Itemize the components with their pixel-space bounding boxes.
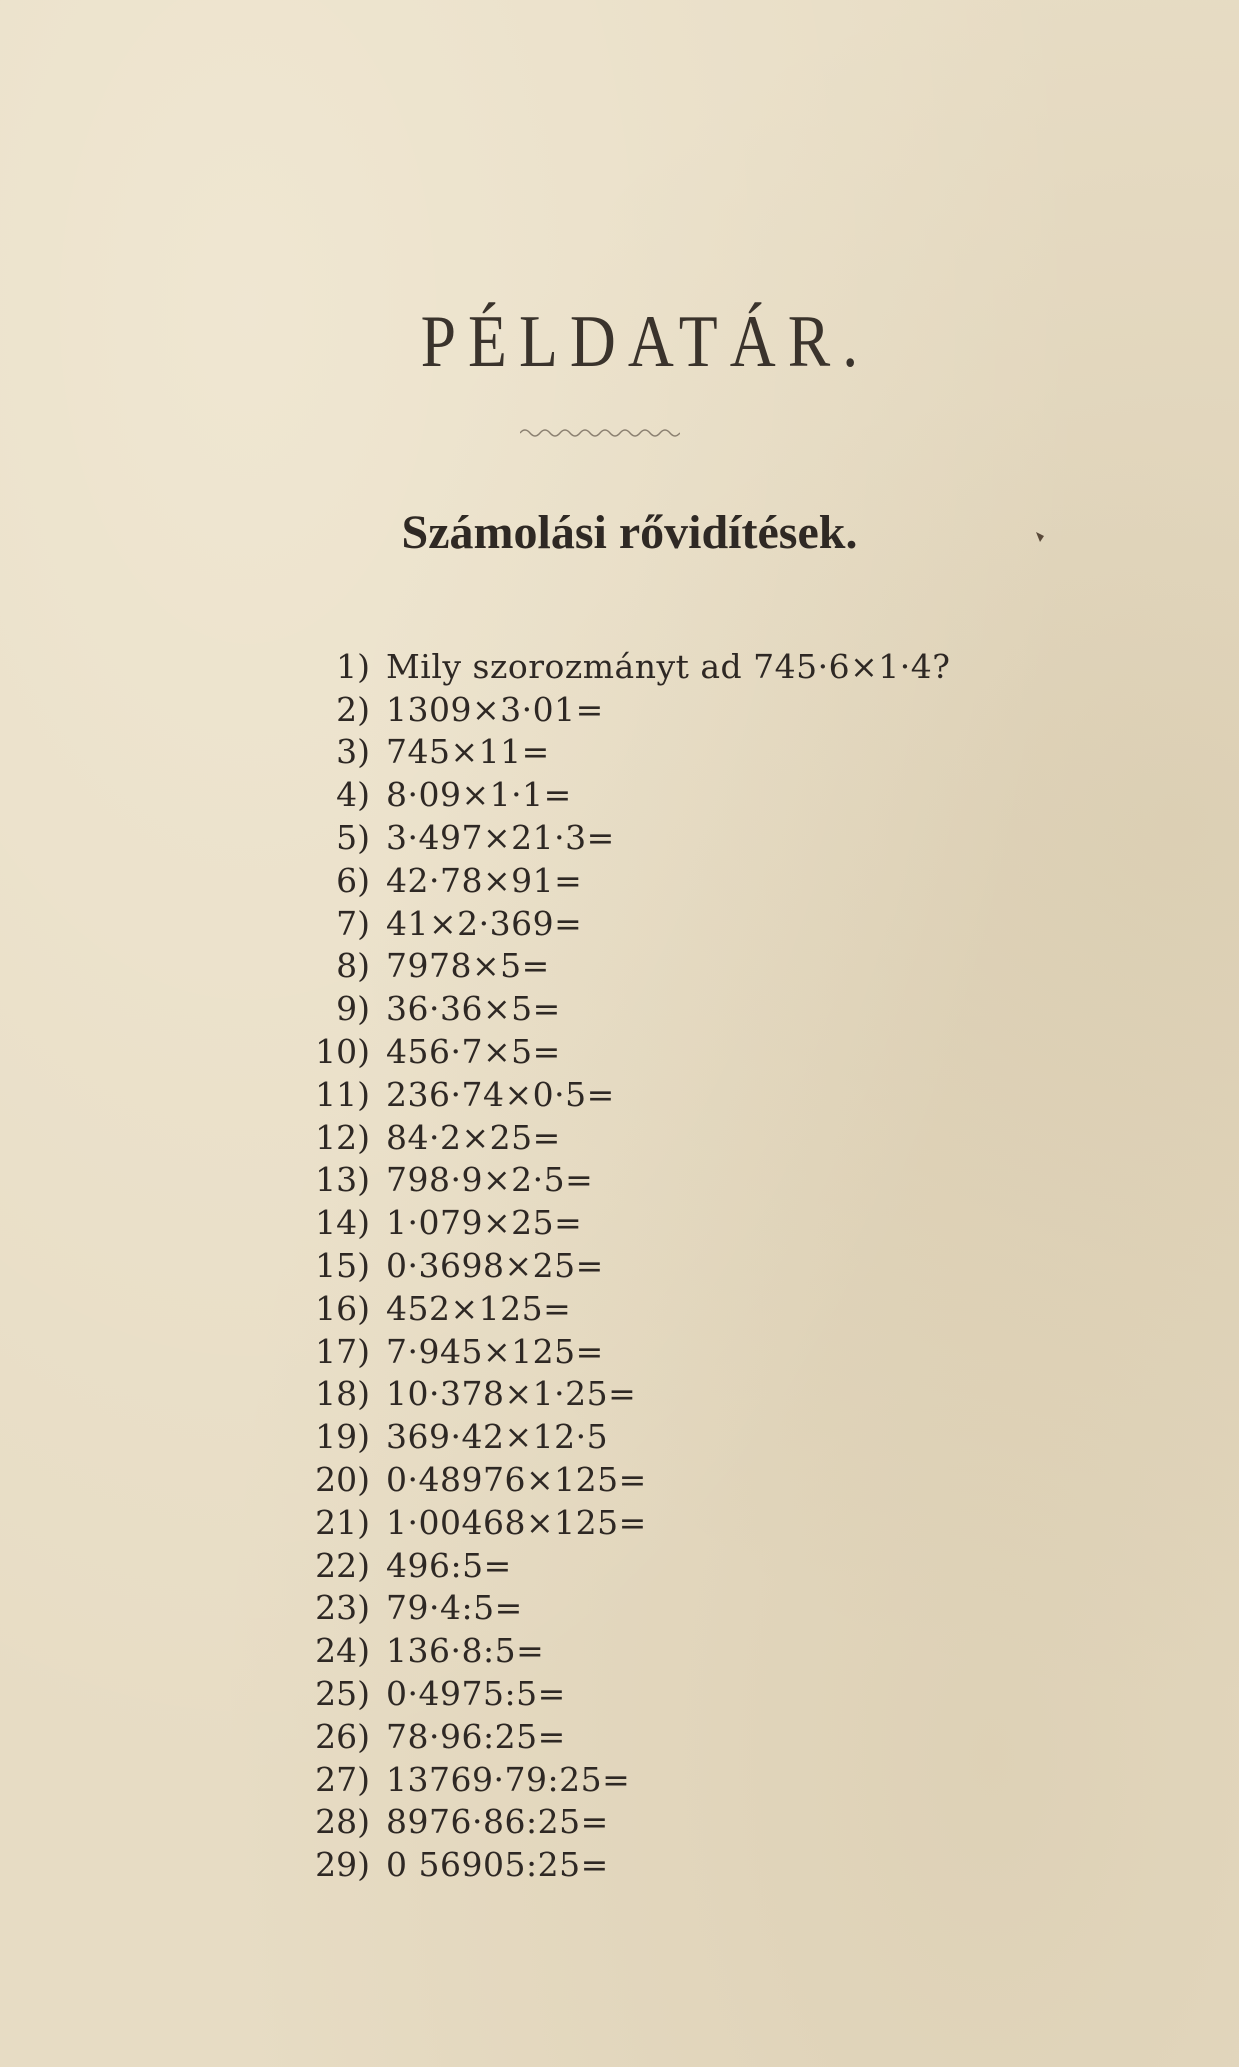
problem-item (270, 1030, 1090, 1073)
problem-number: 8) (336, 946, 370, 986)
problem-number: 9) (336, 989, 370, 1029)
page-title: PÉLDATÁR. (420, 301, 871, 383)
problem-item (270, 902, 1090, 945)
problem-item (270, 1201, 1090, 1244)
problem-number: 23) (315, 1588, 370, 1628)
problem-number: 14) (315, 1203, 370, 1243)
problem-number: 29) (315, 1845, 370, 1885)
problem-item (270, 1629, 1090, 1672)
problem-item (270, 688, 1090, 731)
problem-number: 5) (336, 818, 370, 858)
problem-expression: 496:5= (386, 1545, 512, 1585)
problem-item (270, 1715, 1090, 1758)
problem-item (270, 1244, 1090, 1287)
problem-item (270, 1801, 1090, 1844)
problem-number: 2) (336, 689, 370, 729)
wavy-divider-icon (520, 425, 680, 441)
problem-number: 20) (315, 1460, 370, 1500)
problem-expression: 1·079×25= (386, 1203, 583, 1243)
problem-number: 1) (336, 646, 370, 686)
problem-number: 12) (315, 1117, 370, 1157)
problem-expression: 1309×3·01= (386, 689, 604, 729)
problem-expression: 13769·79:25= (386, 1759, 631, 1799)
problem-expression: 8976·86:25= (386, 1802, 609, 1842)
problem-expression: 236·74×0·5= (386, 1074, 615, 1114)
problem-expression: 7·945×125= (386, 1331, 604, 1371)
problem-item (270, 1672, 1090, 1715)
problem-number: 7) (336, 903, 370, 943)
problem-number: 27) (315, 1759, 370, 1799)
problem-number: 15) (315, 1246, 370, 1286)
problem-expression: 8·09×1·1= (386, 775, 572, 815)
problem-expression: 42·78×91= (386, 860, 583, 900)
problem-item (270, 1373, 1090, 1416)
problem-number: 19) (315, 1417, 370, 1457)
problem-number: 4) (336, 775, 370, 815)
problem-item (270, 1501, 1090, 1544)
problem-expression: 0·48976×125= (386, 1460, 647, 1500)
problem-item (270, 1159, 1090, 1202)
problem-number: 17) (315, 1331, 370, 1371)
problem-expression: 7978×5= (386, 946, 550, 986)
problem-number: 10) (315, 1032, 370, 1072)
problem-expression: 0 56905:25= (386, 1845, 609, 1885)
problem-item (270, 645, 1090, 688)
problem-expression: 0·4975:5= (386, 1674, 566, 1714)
problem-number: 11) (315, 1074, 370, 1114)
problem-item (270, 1843, 1090, 1886)
problem-expression: 1·00468×125= (386, 1502, 647, 1542)
problem-number: 22) (315, 1545, 370, 1585)
problem-item (270, 731, 1090, 774)
problem-number: 21) (315, 1502, 370, 1542)
problem-expression: 369·42×12·5 (386, 1417, 609, 1457)
problem-number: 18) (315, 1374, 370, 1414)
problem-expression: 84·2×25= (386, 1117, 561, 1157)
problem-expression: 745×11= (386, 732, 550, 772)
problem-number: 13) (315, 1160, 370, 1200)
problem-item (270, 1758, 1090, 1801)
problem-number: 16) (315, 1288, 370, 1328)
problem-number: 26) (315, 1716, 370, 1756)
problem-expression: 79·4:5= (386, 1588, 523, 1628)
problem-number: 6) (336, 860, 370, 900)
problem-number: 24) (315, 1631, 370, 1671)
problem-expression: 10·378×1·25= (386, 1374, 637, 1414)
problem-expression: 456·7×5= (386, 1032, 561, 1072)
problem-item (270, 1415, 1090, 1458)
problem-expression: 452×125= (386, 1288, 572, 1328)
problem-expression: 0·3698×25= (386, 1246, 604, 1286)
problem-number: 3) (336, 732, 370, 772)
problem-expression: Mily szorozmányt ad 745·6×1·4? (386, 646, 951, 686)
problem-item (270, 1544, 1090, 1587)
ink-blot-icon (1033, 530, 1047, 544)
problem-expression: 78·96:25= (386, 1716, 566, 1756)
problem-item (270, 1116, 1090, 1159)
problem-item (270, 859, 1090, 902)
problem-item (270, 987, 1090, 1030)
problem-item (270, 1330, 1090, 1373)
problem-item (270, 1073, 1090, 1116)
problem-expression: 3·497×21·3= (386, 818, 615, 858)
problem-item (270, 945, 1090, 988)
problem-list (270, 645, 1090, 1886)
problem-item (270, 1287, 1090, 1330)
problem-item (270, 1587, 1090, 1630)
problem-expression: 136·8:5= (386, 1631, 545, 1671)
problem-item (270, 816, 1090, 859)
problem-number: 25) (315, 1674, 370, 1714)
problem-item (270, 773, 1090, 816)
problem-item (270, 1458, 1090, 1501)
section-title: Számolási rővidítések. (401, 506, 858, 559)
problem-expression: 41×2·369= (386, 903, 583, 943)
problem-expression: 36·36×5= (386, 989, 561, 1029)
problem-number: 28) (315, 1802, 370, 1842)
problem-expression: 798·9×2·5= (386, 1160, 594, 1200)
